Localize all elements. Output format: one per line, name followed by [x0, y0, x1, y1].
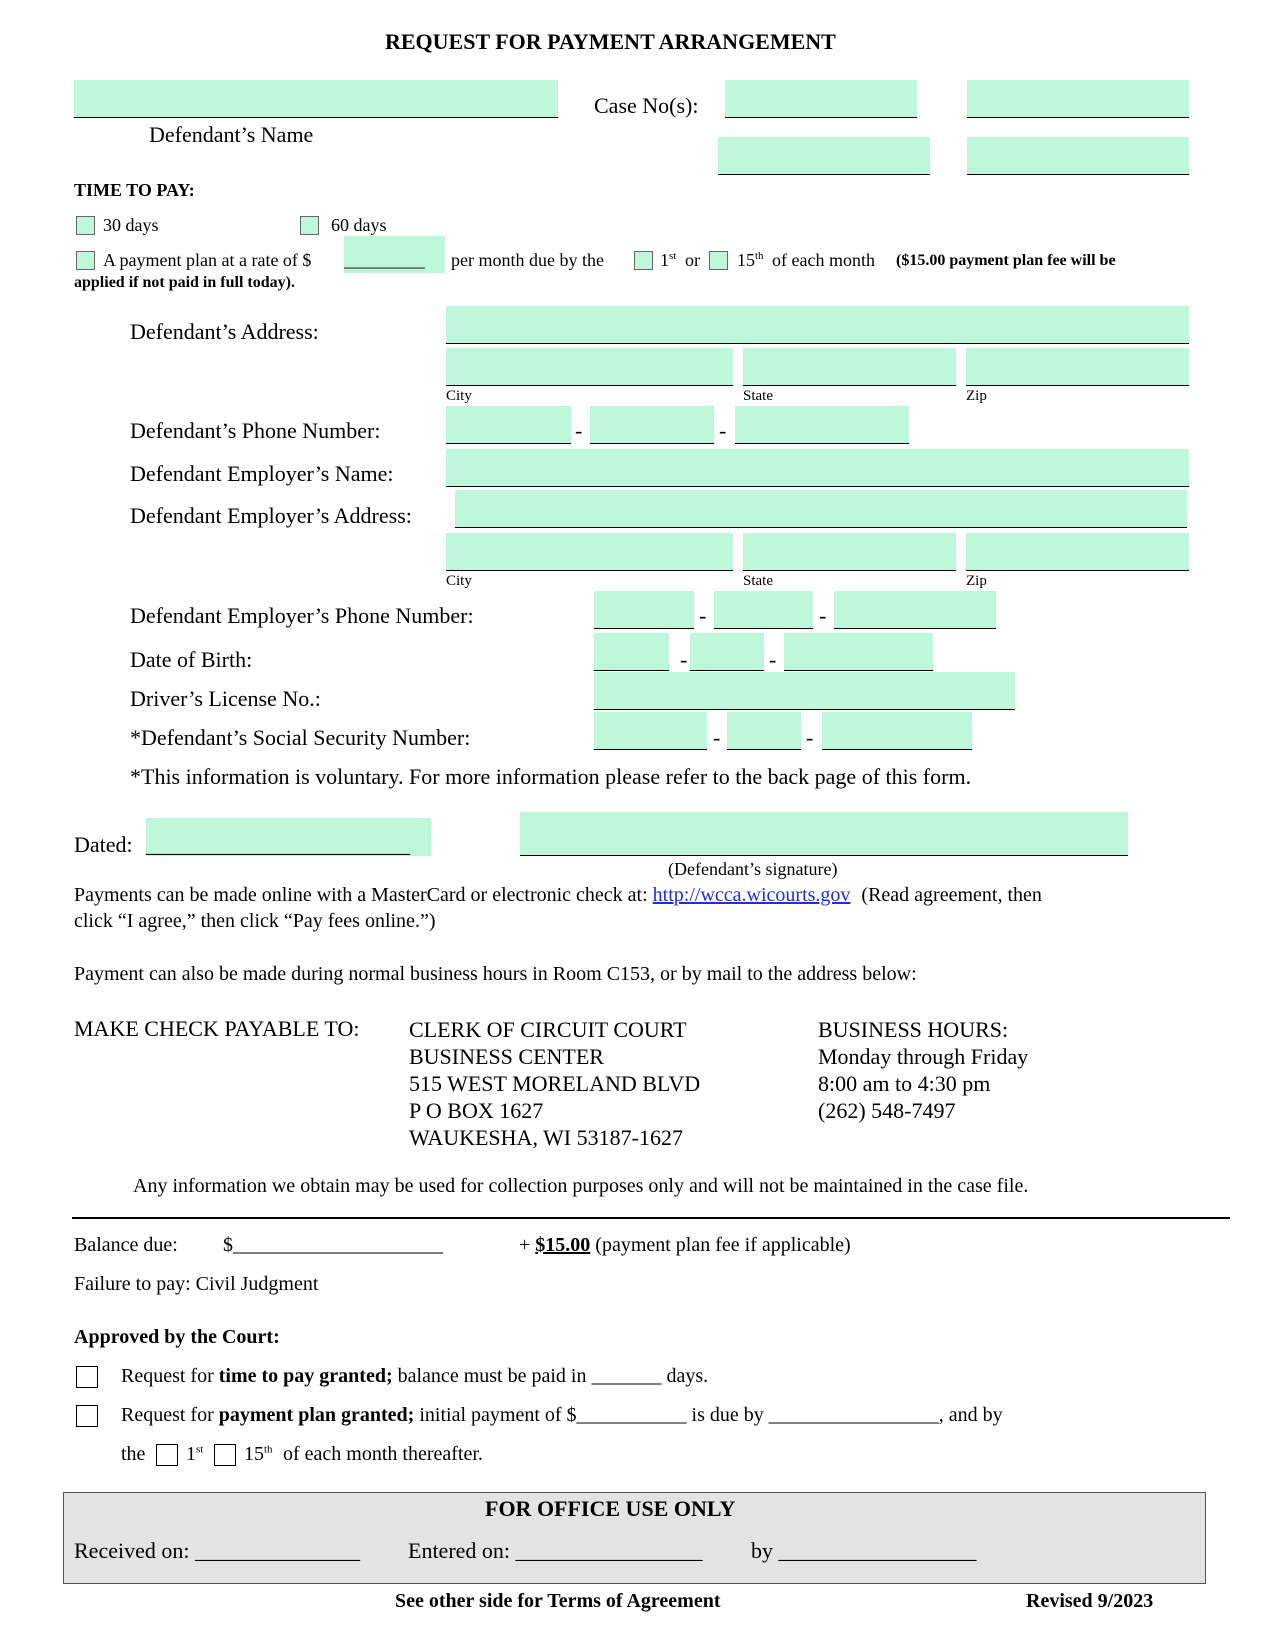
- office-use-title: FOR OFFICE USE ONLY: [485, 1496, 736, 1521]
- label-court-1st: 1st: [186, 1443, 204, 1465]
- dated-underline: ________________________: [146, 832, 410, 857]
- address-state-caption: State: [743, 388, 773, 404]
- phone-dash-2: -: [719, 418, 727, 443]
- checkbox-time-to-pay-granted[interactable]: [76, 1366, 98, 1388]
- plan-rate-underline: _________: [344, 250, 425, 270]
- phone-line-field[interactable]: [735, 406, 909, 444]
- address-city-field[interactable]: [446, 348, 733, 386]
- employer-state-field[interactable]: [743, 533, 956, 571]
- dob-dash-2: -: [769, 647, 777, 672]
- employer-name-label: Defendant Employer’s Name:: [130, 461, 394, 486]
- received-on: Received on: _______________: [74, 1538, 360, 1563]
- ssn-part-3-field[interactable]: [822, 712, 972, 750]
- label-each-month: of each month: [772, 250, 875, 270]
- employer-phone-prefix-field[interactable]: [714, 591, 813, 629]
- plan-fee-note-1: ($15.00 payment plan fee will be: [896, 252, 1116, 269]
- business-hours: BUSINESS HOURS: Monday through Friday 8:00 am to 4:30 pm (262) 548-7497: [818, 1017, 1029, 1123]
- employer-address-label: Defendant Employer’s Address:: [130, 503, 412, 528]
- checkbox-payment-plan[interactable]: [76, 251, 95, 270]
- wcca-link[interactable]: http://wcca.wicourts.gov: [652, 884, 851, 906]
- checkbox-60-days[interactable]: [300, 216, 319, 235]
- dl-field[interactable]: [594, 672, 1015, 710]
- payable-label: MAKE CHECK PAYABLE TO:: [74, 1016, 360, 1041]
- voluntary-note: *This information is voluntary. For more information please refer to the back page of this form.: [130, 764, 972, 789]
- checkbox-plan-1st[interactable]: [634, 251, 653, 270]
- phone-label: Defendant’s Phone Number:: [130, 418, 381, 443]
- employer-zip-caption: Zip: [966, 573, 987, 589]
- dl-label: Driver’s License No.:: [130, 686, 321, 711]
- case-no-field-2[interactable]: [967, 80, 1189, 118]
- plan-fee-note-2: applied if not paid in full today).: [74, 274, 295, 291]
- employer-phone-label: Defendant Employer’s Phone Number:: [130, 603, 474, 628]
- checkbox-plan-15th[interactable]: [709, 251, 728, 270]
- ssn-part-1-field[interactable]: [594, 712, 707, 750]
- the-label: the: [121, 1443, 146, 1465]
- clerk-address: CLERK OF CIRCUIT COURT BUSINESS CENTER 515 WEST MORELAND BLVD P O BOX 1627 WAUKESHA, WI 53187-1627: [409, 1017, 701, 1150]
- ssn-part-2-field[interactable]: [727, 712, 801, 750]
- label-court-15th: 15th: [244, 1443, 273, 1465]
- label-plan-1st: 1st: [660, 250, 677, 270]
- section-divider: [72, 1217, 1230, 1219]
- dob-label: Date of Birth:: [130, 647, 253, 672]
- label-plan-15th: 15th: [737, 250, 764, 270]
- employer-city-caption: City: [446, 573, 472, 589]
- checkbox-payment-plan-granted[interactable]: [76, 1405, 98, 1427]
- time-to-pay-heading: TIME TO PAY:: [74, 180, 195, 200]
- defendant-name-label: Defendant’s Name: [149, 122, 314, 147]
- failure-to-pay: Failure to pay: Civil Judgment: [74, 1273, 319, 1295]
- case-no-field-1[interactable]: [725, 80, 917, 118]
- balance-due-label: Balance due:: [74, 1234, 178, 1256]
- payment-plan-granted-text: Request for payment plan granted; initial payment of $___________ is due by _________________, and by: [121, 1404, 1003, 1426]
- plan-due-text: per month due by the: [451, 250, 604, 270]
- case-nos-label: Case No(s):: [594, 93, 699, 118]
- payment-plan-text: A payment plan at a rate of $: [103, 250, 312, 270]
- entered-by: by __________________: [751, 1538, 977, 1563]
- address-city-caption: City: [446, 388, 472, 404]
- employer-phone-area-field[interactable]: [594, 591, 694, 629]
- dob-month-field[interactable]: [594, 633, 669, 671]
- online-payment-text-2: click “I agree,” then click “Pay fees online.”): [74, 910, 436, 932]
- phone-area-field[interactable]: [446, 406, 571, 444]
- ssn-dash-1: -: [713, 725, 721, 750]
- address-street-field[interactable]: [446, 306, 1189, 344]
- address-state-field[interactable]: [743, 348, 956, 386]
- signature-field[interactable]: [520, 812, 1128, 856]
- label-or: or: [685, 250, 700, 270]
- revised-date: Revised 9/2023: [1026, 1590, 1154, 1612]
- employer-name-field[interactable]: [446, 449, 1189, 487]
- case-no-field-3[interactable]: [718, 137, 930, 175]
- signature-caption: (Defendant’s signature): [668, 859, 838, 879]
- employer-zip-field[interactable]: [966, 533, 1189, 571]
- defendant-name-field[interactable]: [74, 80, 558, 118]
- employer-city-field[interactable]: [446, 533, 733, 571]
- address-zip-caption: Zip: [966, 388, 987, 404]
- case-no-field-4[interactable]: [967, 137, 1189, 175]
- ssn-dash-2: -: [806, 725, 814, 750]
- phone-dash-1: -: [575, 418, 583, 443]
- collection-note: Any information we obtain may be used for collection purposes only and will not be maintained in the case file.: [133, 1175, 1029, 1197]
- dob-year-field[interactable]: [784, 633, 933, 671]
- time-to-pay-granted-text: Request for time to pay granted; balance must be paid in _______ days.: [121, 1365, 709, 1387]
- label-60-days: 60 days: [331, 215, 387, 235]
- address-label: Defendant’s Address:: [130, 319, 319, 344]
- phone-prefix-field[interactable]: [590, 406, 714, 444]
- mail-payment-text: Payment can also be made during normal business hours in Room C153, or by mail to the address below:: [74, 963, 917, 985]
- thereafter-text: of each month thereafter.: [283, 1443, 483, 1465]
- employer-phone-dash-1: -: [699, 603, 707, 628]
- address-zip-field[interactable]: [966, 348, 1189, 386]
- employer-phone-line-field[interactable]: [834, 591, 996, 629]
- form-title: REQUEST FOR PAYMENT ARRANGEMENT: [385, 29, 836, 54]
- ssn-label: *Defendant’s Social Security Number:: [130, 725, 471, 750]
- see-other-side: See other side for Terms of Agreement: [395, 1590, 721, 1612]
- checkbox-court-1st[interactable]: [156, 1444, 178, 1466]
- employer-phone-dash-2: -: [819, 603, 827, 628]
- employer-state-caption: State: [743, 573, 773, 589]
- approved-heading: Approved by the Court:: [74, 1326, 280, 1348]
- dob-day-field[interactable]: [690, 633, 764, 671]
- balance-due-blank: $_____________________: [223, 1234, 443, 1256]
- dated-label: Dated:: [74, 832, 133, 857]
- online-payment-text: Payments can be made online with a MasterCard or electronic check at: http://wcca.wicourts.gov (Read agreement, then: [74, 884, 1042, 906]
- fee-line: + $15.00 (payment plan fee if applicable): [519, 1234, 851, 1256]
- entered-on: Entered on: _________________: [408, 1538, 703, 1563]
- label-30-days: 30 days: [103, 215, 159, 235]
- dob-dash-1: -: [680, 647, 688, 672]
- checkbox-30-days[interactable]: [76, 216, 95, 235]
- checkbox-court-15th[interactable]: [214, 1444, 236, 1466]
- employer-street-field[interactable]: [455, 490, 1187, 528]
